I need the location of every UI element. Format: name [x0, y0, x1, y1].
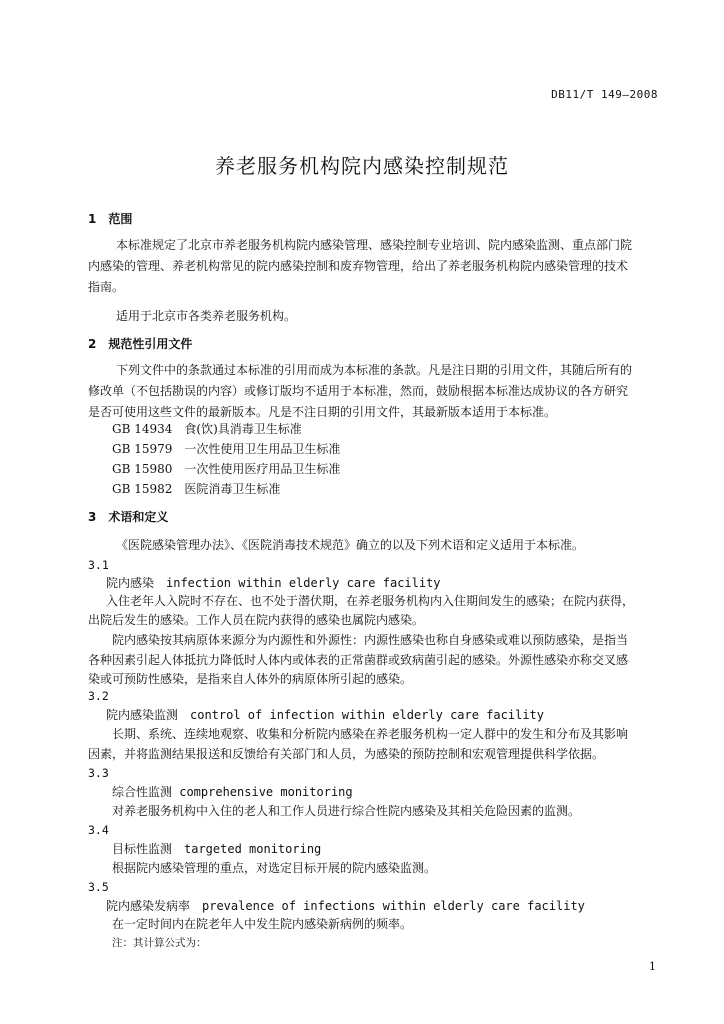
reference-item: GB 14934 食(饮)具消毒卫生标准 — [112, 422, 302, 436]
section-2-para-line: 是否可使用这些文件的最新版本。凡是不注日期的引用文件，其最新版本适用于本标准。 — [88, 405, 557, 419]
term-heading: 综合性监测 comprehensive monitoring — [112, 785, 353, 799]
definition-line: 院内感染按其病原体来源分为内源性和外源性：内源性感染也称自身感染或难以预防感染，是指当 — [112, 633, 629, 647]
clause-number: 3.4 — [88, 823, 109, 837]
term-heading: 目标性监测 targeted monitoring — [112, 842, 322, 856]
formula-note: 注：其计算公式为： — [112, 937, 207, 949]
clause-number: 3.1 — [88, 558, 109, 572]
definition-line: 染或可预防性感染，是指来自人体外的病原体所引起的感染。 — [88, 672, 413, 686]
reference-item: GB 15980 一次性使用医疗用品卫生标准 — [112, 462, 341, 476]
definition-line: 对养老服务机构中入住的老人和工作人员进行综合性院内感染及其相关危险因素的监测。 — [112, 804, 581, 818]
section-1-para-line: 指南。 — [88, 280, 125, 294]
reference-item: GB 15979 一次性使用卫生用品卫生标准 — [112, 442, 341, 456]
section-1-para-line: 本标准规定了北京市养老服务机构院内感染管理、感染控制专业培训、院内感染监测、重点部门院 — [116, 238, 633, 252]
section-2-heading: 2 规范性引用文件 — [88, 337, 193, 351]
section-2-para-line: 下列文件中的条款通过本标准的引用而成为本标准的条款。凡是注日期的引用文件，其随后所有的 — [116, 363, 633, 377]
definition-line: 根据院内感染管理的重点，对选定目标开展的院内感染监测。 — [112, 861, 437, 875]
term-heading: 院内感染发病率 prevalence of infections within elderly care facility — [106, 899, 585, 913]
section-2-para-line: 修改单（不包括勘误的内容）或修订版均不适用于本标准，然而，鼓励根据本标准达成协议的各方研究 — [88, 384, 629, 398]
document-title: 养老服务机构院内感染控制规范 — [215, 154, 509, 178]
definition-line: 长期、系统、连续地观察、收集和分析院内感染在养老服务机构一定人群中的发生和分布及其影响 — [112, 727, 629, 741]
definition-line: 在一定时间内在院老年人中发生院内感染新病例的频率。 — [112, 917, 413, 931]
term-heading: 院内感染 infection within elderly care facility — [106, 576, 441, 590]
reference-item: GB 15982 医院消毒卫生标准 — [112, 482, 281, 496]
definition-line: 各种因素引起人体抵抗力降低时人体内或体表的正常菌群或致病菌引起的感染。外源性感染亦称交叉感 — [88, 653, 629, 667]
definition-line: 因素，并将监测结果报送和反馈给有关部门和人员，为感染的预防控制和宏观管理提供科学依据。 — [88, 747, 605, 761]
page-number: 1 — [649, 960, 656, 973]
section-3-intro: 《医院感染管理办法》、《医院消毒技术规范》确立的以及下列术语和定义适用于本标准。 — [116, 538, 585, 552]
standard-code: DB11/T 149—2008 — [551, 88, 658, 101]
term-heading: 院内感染监测 control of infection within elderly care facility — [106, 708, 545, 722]
clause-number: 3.2 — [88, 689, 109, 703]
section-1-para-line: 内感染的管理、养老机构常见的院内感染控制和废弃物管理，给出了养老服务机构院内感染管理的技术 — [88, 259, 629, 273]
clause-number: 3.3 — [88, 766, 109, 780]
section-3-heading: 3 术语和定义 — [88, 510, 169, 524]
section-1-scope-line: 适用于北京市各类养老服务机构。 — [116, 309, 297, 323]
definition-line: 出院后发生的感染。工作人员在院内获得的感染也属院内感染。 — [88, 613, 425, 627]
section-1-heading: 1 范围 — [88, 212, 133, 226]
clause-number: 3.5 — [88, 880, 109, 894]
definition-line: 入住老年人入院时不存在、也不处于潜伏期，在养老服务机构内入住期间发生的感染；在院内获得， — [106, 594, 635, 608]
